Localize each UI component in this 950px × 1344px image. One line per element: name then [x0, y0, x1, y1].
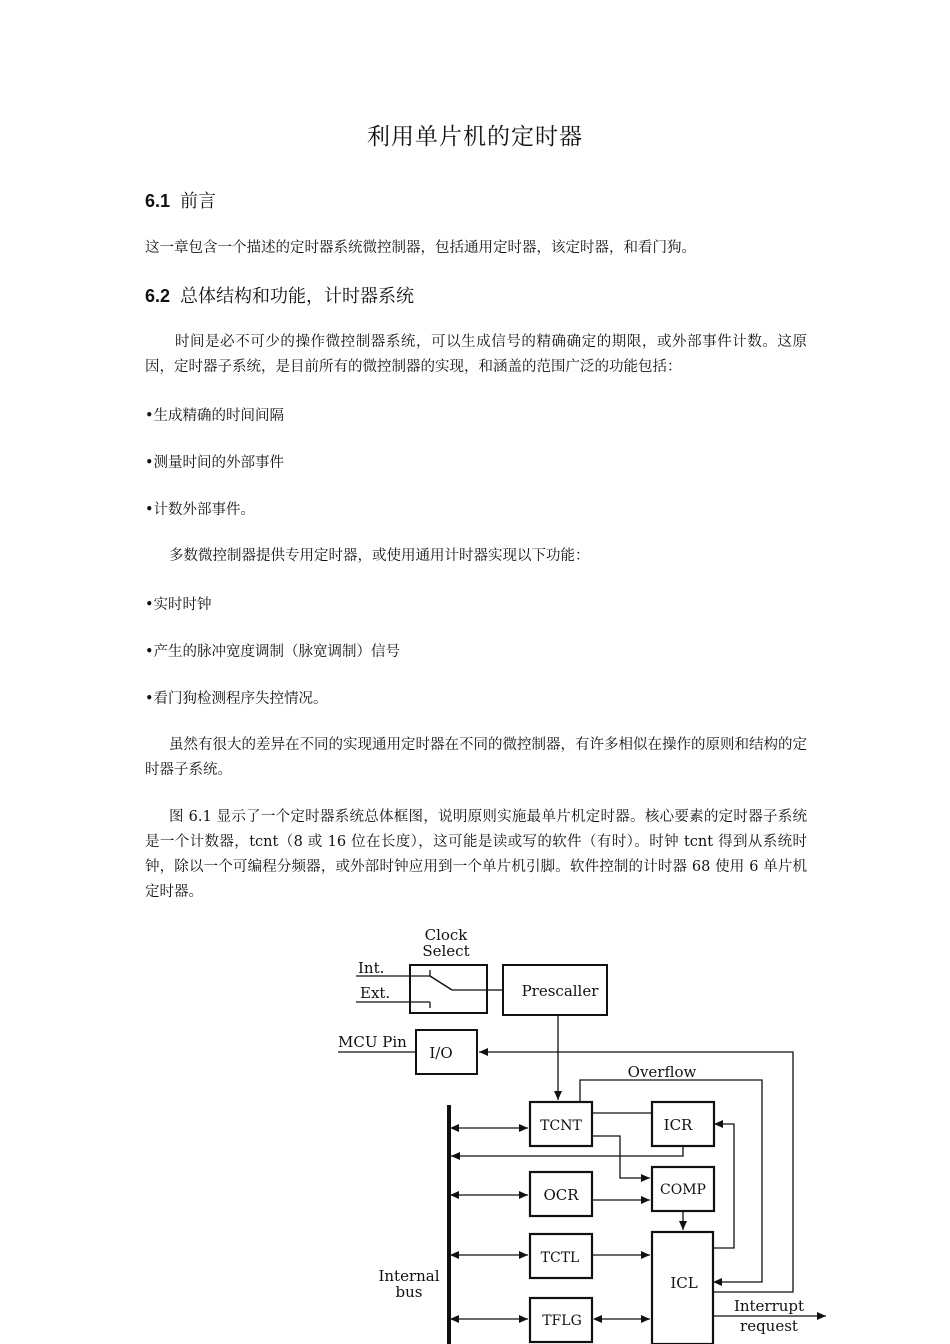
io-label: I/O — [429, 1044, 453, 1062]
paragraph: 多数微控制器提供专用定时器，或使用通用计时器实现以下功能： — [169, 548, 590, 564]
document-title: 利用单片机的定时器 — [367, 124, 583, 150]
ext-label: Ext. — [360, 984, 391, 1002]
bullet-item: •看门狗检测程序失控情况。 — [145, 691, 328, 707]
tctl-label: TCTL — [540, 1250, 580, 1266]
clock-select-label-2: Select — [422, 942, 470, 960]
bullet-item: •测量时间的外部事件 — [145, 455, 285, 471]
tflg-label: TFLG — [542, 1313, 582, 1329]
comp-label: COMP — [660, 1182, 706, 1198]
int-label: Int. — [358, 959, 385, 977]
internal-bus-label-2: bus — [395, 1283, 423, 1301]
paragraph: 这一章包含一个描述的定时器系统微控制器，包括通用定时器，该定时器，和看门狗。 — [145, 240, 696, 256]
bullet-item: •实时时钟 — [145, 597, 212, 613]
bullet-item: •生成精确的时间间隔 — [145, 408, 285, 424]
bullet-item: •产生的脉冲宽度调制（脉宽调制）信号 — [145, 644, 401, 660]
mcu-pin-label: MCU Pin — [338, 1033, 407, 1051]
icl-label: ICL — [670, 1274, 698, 1292]
paragraph: 时间是必不可少的操作微控制器系统，可以生成信号的精确确定的期限，或外部事件计数。这原因，定时器子系统，是目前所有的微控制器的实现，和涵盖的范围广泛的功能包括： — [145, 334, 807, 375]
bullet-item: •计数外部事件。 — [145, 502, 256, 518]
internal-bus-label-1: Internal — [378, 1267, 440, 1285]
prescaller-label: Prescaller — [521, 982, 599, 1000]
paragraph: 图 6.1 显示了一个定时器系统总体框图，说明原则实施最单片机定时器。核心要素的定时器子系统是一个计数器，tcnt（8 或 16 位在长度），这可能是读或写的软件（有时）。时钟 tcnt 得到从系统时钟，除以一个可编程分频器，或外部时钟应用到一个单片机引脚。软件控制的计时器 68 使用 6 单片机定时器。 — [145, 809, 807, 900]
overflow-label: Overflow — [627, 1063, 697, 1081]
clock-select-label-1: Clock — [424, 926, 468, 944]
tcnt-label: TCNT — [540, 1118, 582, 1134]
section-title: 前言 — [180, 191, 217, 212]
clock-select-box — [410, 965, 487, 1013]
interrupt-request-label-2: request — [740, 1317, 798, 1335]
section-title: 总体结构和功能，计时器系统 — [180, 286, 415, 307]
section-number: 6.2 — [145, 286, 171, 306]
section-number: 6.1 — [145, 191, 171, 211]
icr-label: ICR — [663, 1116, 693, 1134]
interrupt-request-label-1: Interrupt — [733, 1297, 805, 1315]
ocr-label: OCR — [543, 1186, 579, 1204]
paragraph: 虽然有很大的差异在不同的实现通用定时器在不同的微控制器，有许多相似在操作的原则和结构的定时器子系统。 — [145, 737, 807, 778]
